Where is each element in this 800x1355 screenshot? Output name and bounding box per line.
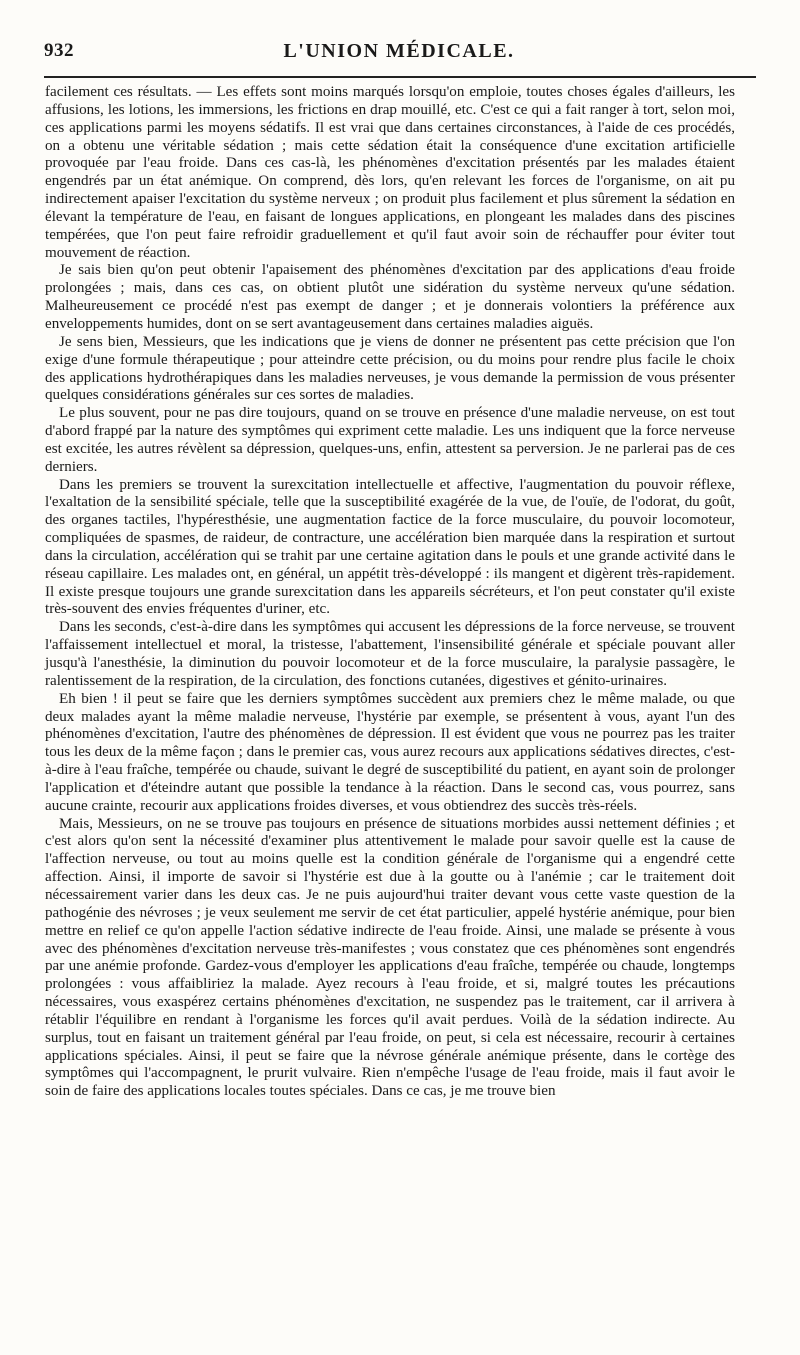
paragraph: Je sens bien, Messieurs, que les indications que je viens de donner ne présentent pas cette précision que l'on exige d'une formule thérapeutique ; pour atteindre cette précision, ou du moins pour rendre plus facile le choix des applications hydrothérapiques dans les maladies nerveuses, je vous demande la permission de vous présenter quelques considérations générales sur ces sortes de maladies. — [45, 333, 735, 404]
body-text — [45, 84, 735, 1101]
page-number: 932 — [44, 40, 74, 61]
page-header — [44, 40, 754, 70]
header-rule — [44, 76, 756, 78]
running-title: L'UNION MÉDICALE. — [283, 40, 515, 62]
paragraph: Eh bien ! il peut se faire que les derniers symptômes succèdent aux premiers chez le même malade, ou que deux malades ayant la même maladie nerveuse, l'hystérie par exemple, se présentent à vous, ayant l'un des phénomènes d'excitation, l'autre des phénomènes de dépression. Il est évident que vous ne pourrez pas les traiter tous les deux de la même façon ; dans le premier cas, vous aurez recours aux applications sédatives directes, c'est-à-dire à l'eau fraîche, tempérée ou chaude, suivant le degré de susceptibilité du patient, en ayant soin de prolonger l'application et d'éteindre autant que possible la tendance à la réaction. Dans le second cas, vous pourrez, sans aucune crainte, recourir aux applications froides diverses, et vous obtiendrez des succès très-réels. — [45, 690, 735, 814]
paragraph: Dans les seconds, c'est-à-dire dans les symptômes qui accusent les dépressions de la force nerveuse, se trouvent l'affaissement intellectuel et moral, la tristesse, l'abattement, l'insensibilité générale et spéciale pouvant aller jusqu'à l'anesthésie, la diminution du pouvoir locomoteur et de la force musculaire, la paralysie passagère, le ralentissement de la respiration, de la circulation, des fonctions cutanées, digestives et génito-urinaires. — [45, 619, 735, 689]
paragraph: Dans les premiers se trouvent la surexcitation intellectuelle et affective, l'augmentation du pouvoir réflexe, l'exaltation de la sensibilité spéciale, telle que la susceptibilité exagérée de la vue, de l'ouïe, de l'odorat, du goût, des organes tactiles, l'hypéresthésie, une augmentation factice de la force musculaire, du pouvoir locomoteur, compliquées de spasmes, de raideur, de contracture, une accélération bien marquée dans la respiration et surtout dans la circulation, accélération qui se trahit par une certaine agitation dans le pouls et une grande activité dans le réseau capillaire. Les malades ont, en général, un appétit très-développé : ils mangent et digèrent très-rapidement. Il existe presque toujours une grande surexcitation dans les appareils sécréteurs, et l'on peut constater qu'il existe très-souvent des envies fréquentes d'uriner, etc. — [45, 476, 735, 618]
paragraph: Mais, Messieurs, on ne se trouve pas toujours en présence de situations morbides aussi nettement définies ; et c'est alors qu'on sent la nécessité d'examiner plus attentivement le malade pour savoir quelle est la cause de l'affection nerveuse, ou tout au moins quelle est la condition générale de l'organisme qui a engendré cette affection. Ainsi, il importe de savoir si l'hystérie est due à la goutte ou à l'anémie ; car le traitement doit nécessairement varier dans les deux cas. Je ne puis aujourd'hui traiter devant vous cette vaste question de la pathogénie des névroses ; je veux seulement me servir de cet état particulier, appelé hystérie anémique, pour bien mettre en relief ce qu'on appelle l'action sédative indirecte de l'eau froide. Ainsi, une malade se présente à vous avec des phénomènes d'excitation nerveuse très-manifestes ; vous constatez que ces phénomènes sont engendrés par une anémie profonde. Gardez-vous d'employer les applications d'eau fraîche, tempérée ou chaude, longtemps prolongées : vous affaibliriez la malade. Ayez recours à l'eau froide, et si, malgré toutes les précautions nécessaires, vous exaspérez certains phénomènes d'excitation, ne suspendez pas le traitement, car il arrivera à rétablir l'équilibre en rendant à l'organisme les forces qu'il avait perdues. Voilà de la sédation indirecte. Au surplus, tout en faisant un traitement général par l'eau froide, on peut, si cela est nécessaire, recourir à certaines applications spéciales. Ainsi, il peut se faire que la névrose générale anémique présente, dans le cortège des symptômes qui l'accompagnent, le prurit vulvaire. Rien n'empêche l'usage de l'eau froide, mais il faut avoir le soin de faire des applications locales toutes spéciales. Dans ce cas, je me trouve bien — [45, 815, 735, 1100]
paragraph: Je sais bien qu'on peut obtenir l'apaisement des phénomènes d'excitation par des applications d'eau froide prolongées ; mais, dans ces cas, on obtient plutôt une sidération du système nerveux qu'une sédation. Malheureusement ce procédé n'est pas exempt de danger ; et je donnerais volontiers la préférence aux enveloppements humides, dont on se sert avantageusement dans certaines maladies aiguës. — [45, 262, 735, 332]
paragraph: Le plus souvent, pour ne pas dire toujours, quand on se trouve en présence d'une maladie nerveuse, on est tout d'abord frappé par la nature des symptômes qui expriment cette maladie. Les uns indiquent que la force nerveuse est excitée, les autres révèlent sa dépression, quelques-uns, enfin, attestent sa perversion. Je ne parlerai pas de ces derniers. — [45, 405, 735, 475]
paragraph: facilement ces résultats. — Les effets sont moins marqués lorsqu'on emploie, toutes choses égales d'ailleurs, les affusions, les lotions, les immersions, les frictions en drap mouillé, etc. C'est ce qui a fait ranger à tort, selon moi, ces applications parmi les moyens sédatifs. Il est vrai que dans certaines circonstances, à l'aide de ces procédés, on a obtenu une véritable sédation ; mais cette sédation était la conséquence d'une excitation artificielle provoquée par l'eau froide. Dans ces cas-là, les phénomènes d'excitation présentés par les malades étaient engendrés par un état anémique. On comprend, dès lors, qu'en relevant les forces de l'organisme, on ait pu indirectement apaiser l'excitation du système nerveux ; on produit plus facilement et plus sûrement la sédation en élevant la température de l'eau, en faisant de longues applications, en plongeant les malades dans des piscines tempérées, que l'on peut faire refroidir graduellement et qu'il faut avoir soin de réchauffer pour éviter tout mouvement de réaction. — [45, 84, 735, 261]
